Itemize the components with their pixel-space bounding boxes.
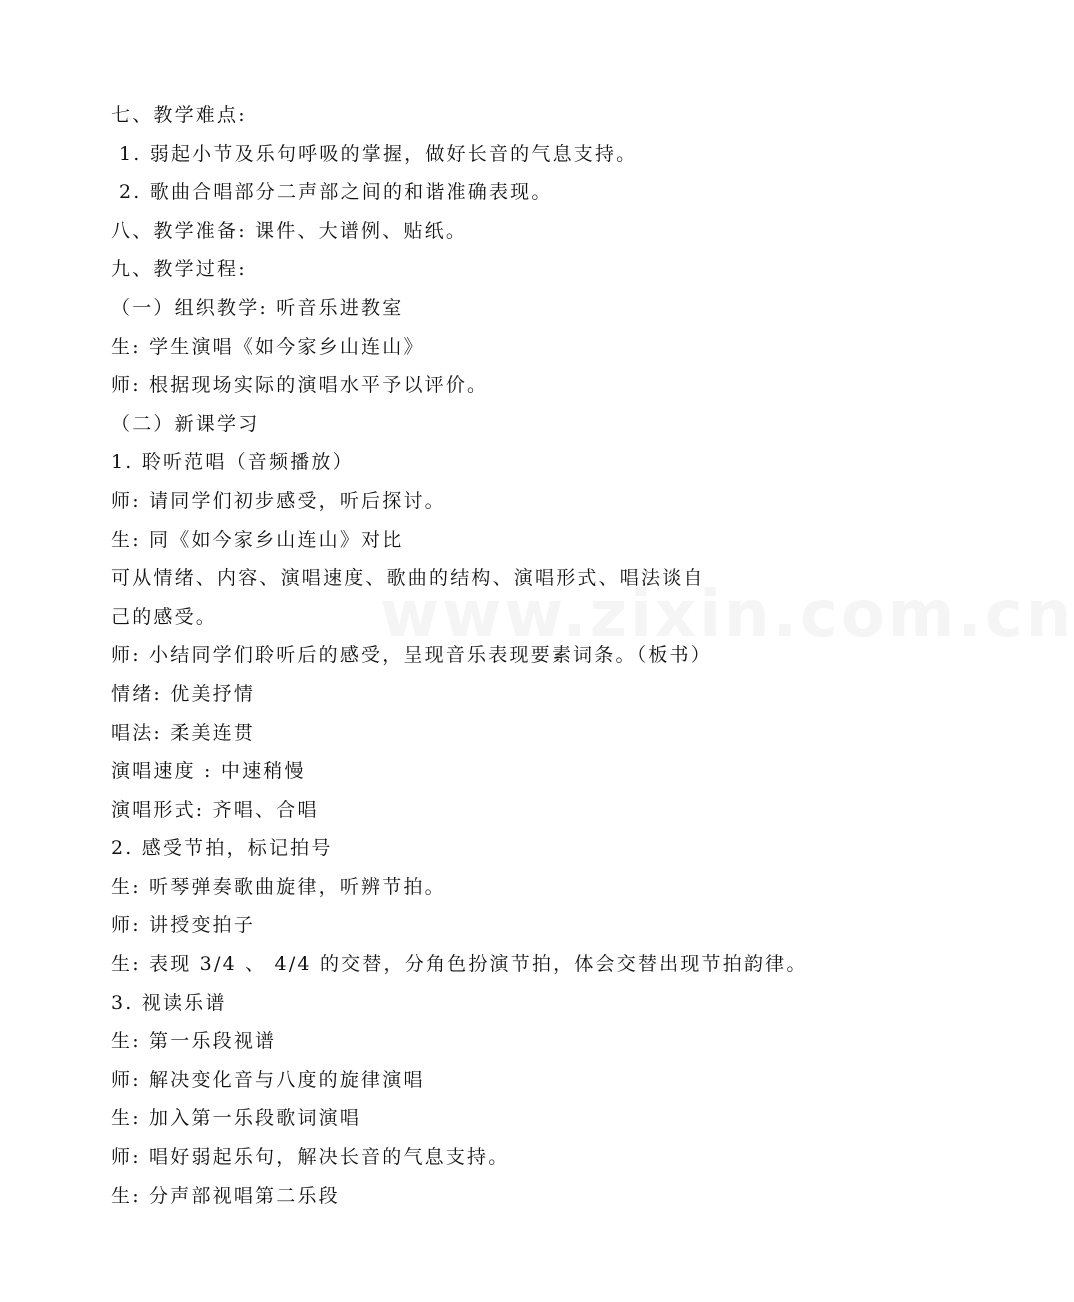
section-heading-process: 九、教学过程: <box>111 258 247 281</box>
document-body <box>111 96 871 1215</box>
paragraph-line: 生: 听琴弹奏歌曲旋律，听辨节拍。 <box>111 875 446 898</box>
paragraph-line: 可从情绪、内容、演唱速度、歌曲的结构、演唱形式、唱法谈自 <box>111 567 705 590</box>
step-heading: 2. 感受节拍，标记拍号 <box>111 837 333 860</box>
paragraph-line: 生: 第一乐段视谱 <box>111 1030 277 1053</box>
list-item: 2. 歌曲合唱部分二声部之间的和谐准确表现。 <box>119 181 553 204</box>
paragraph-line: 生: 加入第一乐段歌词演唱 <box>111 1107 362 1130</box>
paragraph-line: 己的感受。 <box>111 605 218 628</box>
paragraph-line: 师: 唱好弱起乐句，解决长音的气息支持。 <box>111 1146 510 1169</box>
paragraph-line: 师: 解决变化音与八度的旋律演唱 <box>111 1068 425 1091</box>
paragraph-line: 生: 学生演唱《如今家乡山连山》 <box>111 335 425 358</box>
paragraph-line: 演唱形式: 齐唱、合唱 <box>111 798 319 821</box>
subsection-heading: （二）新课学习 <box>111 412 260 435</box>
paragraph-line: 生: 分声部视唱第二乐段 <box>111 1184 340 1207</box>
paragraph-line: 唱法: 柔美连贯 <box>111 721 256 744</box>
paragraph-line: 师: 根据现场实际的演唱水平予以评价。 <box>111 374 489 397</box>
paragraph-line: 生: 表现 3/4 、 4/4 的交替，分角色扮演节拍，体会交替出现节拍韵律。 <box>111 953 808 976</box>
section-heading-preparation: 八、教学准备: 课件、大谱例、贴纸。 <box>111 219 468 242</box>
paragraph-line: 师: 请同学们初步感受，听后探讨。 <box>111 489 446 512</box>
subsection-heading: （一）组织教学: 听音乐进教室 <box>111 296 404 319</box>
paragraph-line: 生: 同《如今家乡山连山》对比 <box>111 528 404 551</box>
paragraph-line: 师: 讲授变拍子 <box>111 914 256 937</box>
step-heading: 3. 视读乐谱 <box>111 991 227 1014</box>
watermark: www.zixin.com.cn <box>380 578 1074 652</box>
list-item: 1. 弱起小节及乐句呼吸的掌握，做好长音的气息支持。 <box>119 142 638 165</box>
paragraph-line: 情绪: 优美抒情 <box>111 682 256 705</box>
section-heading-difficulties: 七、教学难点: <box>111 104 247 126</box>
paragraph-line: 师: 小结同学们聆听后的感受，呈现音乐表现要素词条。（板书） <box>111 644 712 667</box>
paragraph-line: 演唱速度 : 中速稍慢 <box>111 760 306 783</box>
step-heading: 1. 聆听范唱（音频播放） <box>111 451 354 474</box>
